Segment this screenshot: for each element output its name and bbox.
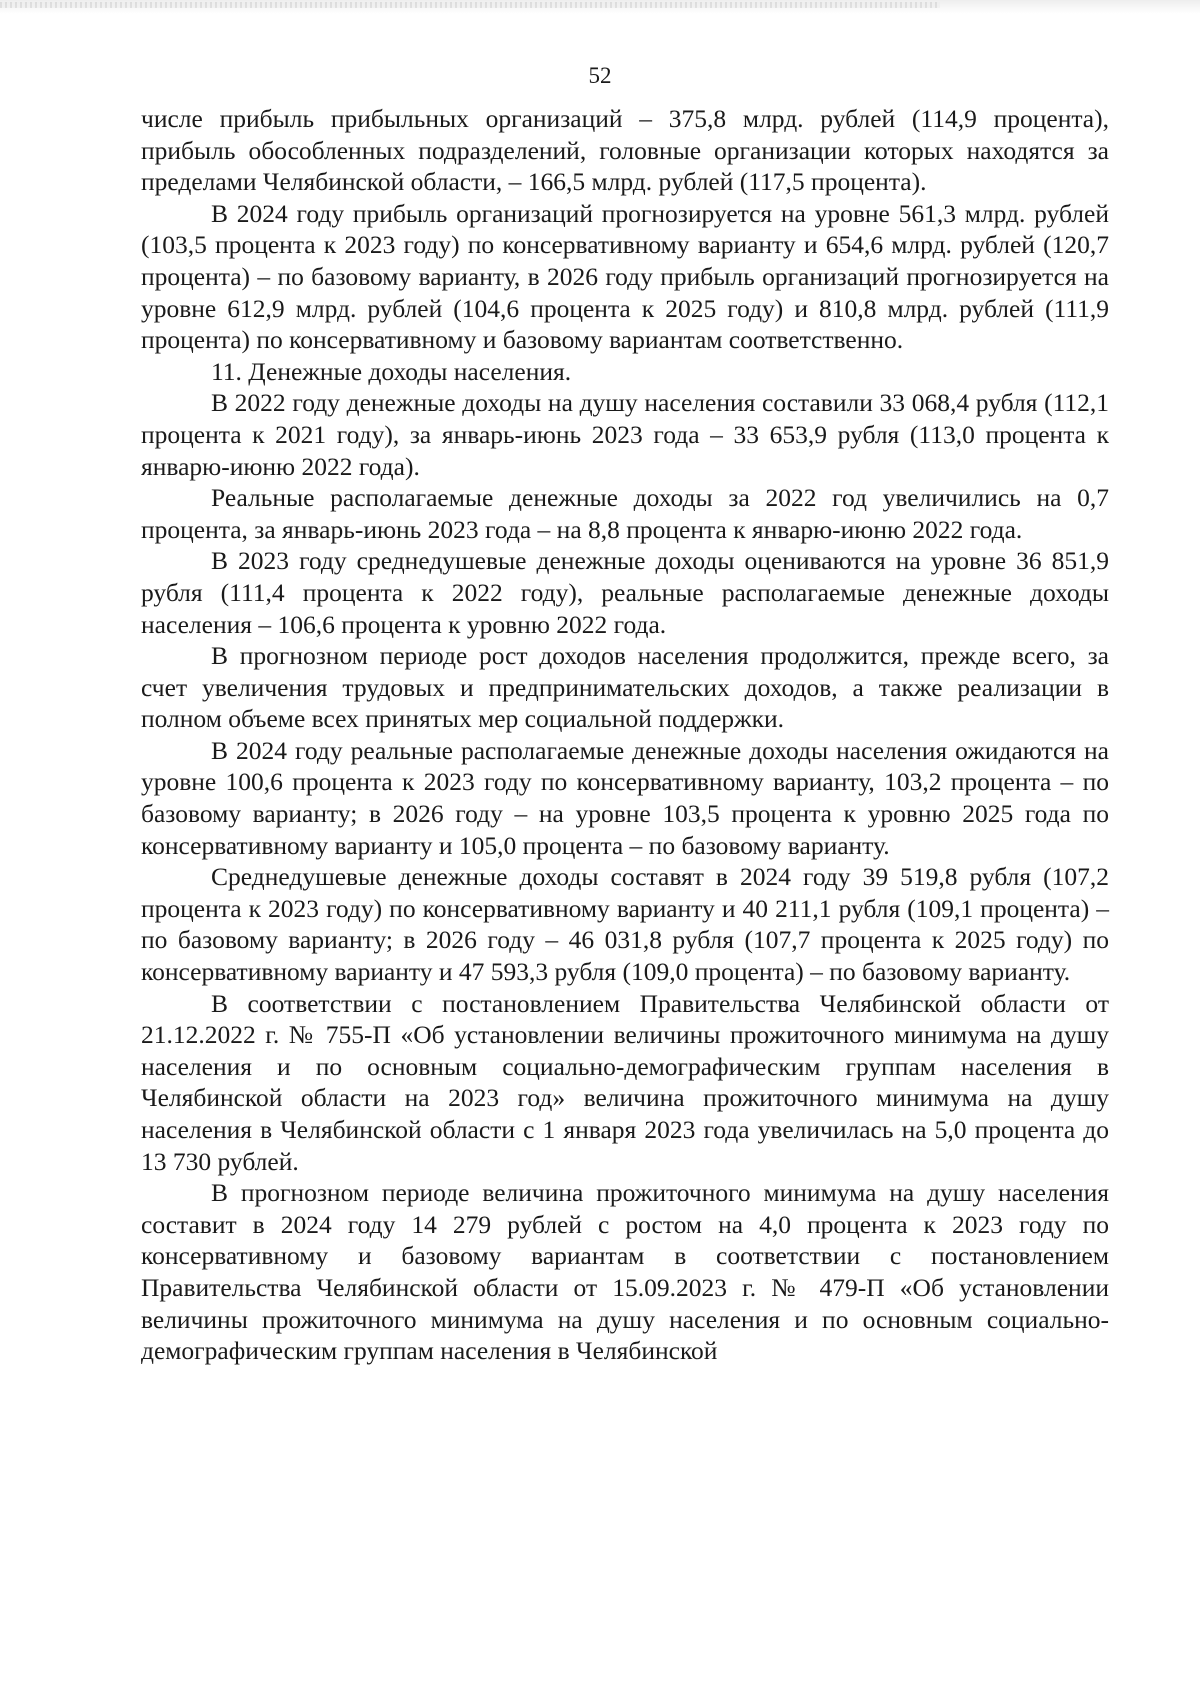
paragraph-profit-forecast: В 2024 году прибыль организаций прогнозируется на уровне 561,3 млрд. рублей (103,5 процента к 2023 году) по консервативному варианту и 654,6 млрд. рублей (120,7 процента) – по базовому варианту, в 2026 году прибыль организаций прогнозируется на уровне 612,9 млрд. рублей (104,6 процента к 2025 году) и 810,8 млрд. рублей (111,9 процента) по консервативному и базовому вариантам соответственно. — [141, 198, 1109, 355]
section-heading-income: 11. Денежные доходы населения. — [211, 356, 572, 386]
paragraph-income-2023: В 2023 году среднедушевые денежные доходы оцениваются на уровне 36 851,9 рубля (111,4 процента к 2022 году), реальные располагаемые денежные доходы населения – 106,6 процента к уровню 2022 года. — [141, 546, 1109, 639]
paragraph-real-income-forecast: В 2024 году реальные располагаемые денежные доходы населения ожидаются на уровне 100,6 процента к 2023 году по консервативному варианту, 103,2 процента – по базовому варианту; в 2026 году – на уровне 103,5 процента к уровню 2025 года по консервативному варианту и 105,0 процента – по базовому варианту. — [141, 735, 1109, 860]
paragraph-real-income: Реальные располагаемые денежные доходы за 2022 год увеличились на 0,7 процента, за январь-июнь 2023 года – на 8,8 процента к январю-июню 2022 года. — [141, 483, 1109, 544]
paragraph-subsistence-forecast: В прогнозном периоде величина прожиточного минимума на душу населения составит в 2024 году 14 279 рублей с ростом на 4,0 процента к 2023 году по консервативному и базовому вариантам в соответствии с постановлением Правительства Челябинской области от 15.09.2023 г. № 479-П «Об установлении величины прожиточного минимума на душу населения и по основным социально-демографическим группам населения в Челябинской — [141, 1178, 1109, 1366]
scan-artifact — [0, 2, 940, 8]
paragraph-continuation: числе прибыль прибыльных организаций – 375,8 млрд. рублей (114,9 процента), прибыль обособленных подразделений, головные организации которых находятся за пределами Челябинской области, – 166,5 млрд. рублей (117,5 процента). — [141, 104, 1109, 197]
paragraph-per-capita-forecast: Среднедушевые денежные доходы составят в 2024 году 39 519,8 рубля (107,2 процента к 2023 году) по консервативному варианту и 40 211,1 рубля (109,1 процента) – по базовому варианту; в 2026 году – 46 031,8 рубля (107,7 процента к 2025 году) по консервативному варианту и 47 593,3 рубля (109,0 процента) – по базовому варианту. — [141, 862, 1109, 987]
document-body — [141, 103, 1109, 1367]
paragraph-income-2022: В 2022 году денежные доходы на душу населения составили 33 068,4 рубля (112,1 процента к 2021 году), за январь-июнь 2023 года – 33 653,9 рубля (113,0 процента к январю-июню 2022 года). — [141, 388, 1109, 481]
paragraph-subsistence-2023: В соответствии с постановлением Правительства Челябинской области от 21.12.2022 г. № 755-П «Об установлении величины прожиточного минимума на душу населения и по основным социально-демографическим группам населения в Челябинской области на 2023 год» величина прожиточного минимума на душу населения в Челябинской области с 1 января 2023 года увеличилась на 5,0 процента до 13 730 рублей. — [141, 988, 1109, 1176]
page-number: 52 — [588, 63, 612, 88]
paragraph-forecast-growth: В прогнозном периоде рост доходов населения продолжится, прежде всего, за счет увеличения трудовых и предпринимательских доходов, а также реализации в полном объеме всех принятых мер социальной поддержки. — [141, 641, 1109, 734]
